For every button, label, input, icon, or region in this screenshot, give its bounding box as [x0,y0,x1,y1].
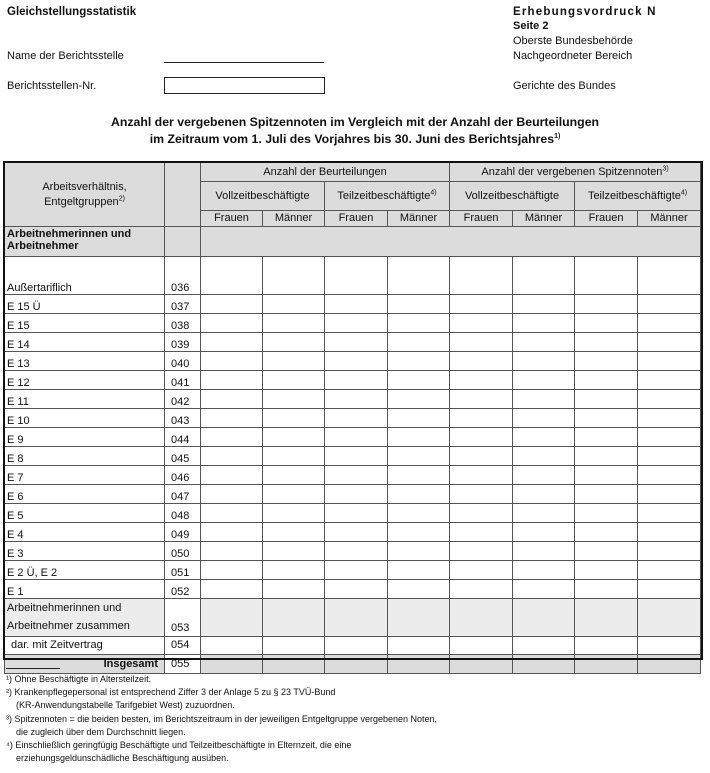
input-cell[interactable] [263,333,325,352]
input-cell[interactable] [325,523,388,542]
input-cell[interactable] [388,561,450,580]
footnote-line: erziehungsgeldunschädliche Beschäftigung ausüben. [6,753,229,764]
input-cell[interactable] [513,599,575,637]
table-row [5,561,701,580]
input-cell[interactable] [575,295,638,314]
footnote-line: ³) Spitzennoten = die beiden besten, im Berichtszeitraum in der jeweiligen Entgeltgruppe vergebenen Noten, [6,713,438,724]
input-cell[interactable] [263,599,325,637]
row-code: 038 [165,314,201,333]
input-cell[interactable] [388,637,450,655]
table-row [5,485,701,504]
footnote-rule [6,668,60,669]
row-code: 050 [165,542,201,561]
input-cell[interactable] [575,542,638,561]
form-title: Gleichstellungsstatistik [7,6,137,18]
input-cell[interactable] [513,447,575,466]
input-cell[interactable] [325,295,388,314]
table-row [5,580,701,599]
input-cell[interactable] [201,295,263,314]
input-cell[interactable] [638,523,701,542]
row-label: E 15 Ü [5,295,165,314]
row-code: 055 [165,655,201,674]
input-cell[interactable] [201,333,263,352]
input-cell[interactable] [201,428,263,447]
col-men: Männer [388,211,450,227]
input-cell[interactable] [263,447,325,466]
grand-total-label: Insgesamt [5,655,165,674]
total-row-label: Arbeitnehmerinnen und Arbeitnehmer zusammen [5,599,165,637]
input-cell[interactable] [325,561,388,580]
subheader-fulltime: Vollzeitbeschäftigte [201,182,325,211]
input-cell[interactable] [513,333,575,352]
corner-header: Arbeitsverhältnis, Entgeltgruppen$^{2)}$ [5,163,165,227]
input-cell[interactable] [638,314,701,333]
row-code: 047 [165,485,201,504]
input-cell[interactable] [388,542,450,561]
footnote-line: die zugleich über dem Durchschnitt liegen. [6,726,186,737]
input-cell[interactable] [201,257,263,295]
table-row [5,390,701,409]
reporting-office-name-field[interactable] [164,62,324,63]
input-cell[interactable] [201,580,263,599]
authority-type-2: Nachgeordneter Bereich [513,50,633,62]
row-label: Außertariflich [5,257,165,295]
col-men: Männer [513,211,575,227]
input-cell[interactable] [450,295,513,314]
row-code: 042 [165,390,201,409]
input-cell[interactable] [450,655,513,674]
input-cell[interactable] [575,428,638,447]
input-cell[interactable] [450,409,513,428]
input-cell[interactable] [201,447,263,466]
input-cell[interactable] [325,390,388,409]
input-cell[interactable] [263,485,325,504]
table-row [5,352,701,371]
input-cell[interactable] [638,561,701,580]
input-cell[interactable] [450,485,513,504]
row-label: E 4 [5,523,165,542]
input-cell[interactable] [201,542,263,561]
input-cell[interactable] [638,580,701,599]
row-label: E 12 [5,371,165,390]
footnote-line: ²) Krankenpflegepersonal ist entsprechend Ziffer 3 der Anlage 5 zu § 23 TVÜ-Bund [6,687,336,698]
row-code: 051 [165,561,201,580]
input-cell[interactable] [638,409,701,428]
row-code: 037 [165,295,201,314]
group-header-assessments: Anzahl der Beurteilungen [201,163,450,182]
reporting-office-name-label: Name der Berichtsstelle [7,50,124,62]
input-cell[interactable] [388,333,450,352]
row-code: 043 [165,409,201,428]
input-cell[interactable] [201,485,263,504]
input-cell[interactable] [638,352,701,371]
input-cell[interactable] [513,485,575,504]
input-cell[interactable] [638,390,701,409]
subheader-parttime: Teilzeitbeschäftigte$^{4)}$ [325,182,450,211]
input-cell[interactable] [638,447,701,466]
input-cell[interactable] [575,637,638,655]
col-women: Frauen [325,211,388,227]
input-cell[interactable] [513,428,575,447]
reporting-office-number-label: Berichtsstellen-Nr. [7,80,97,92]
input-cell[interactable] [325,485,388,504]
row-code: 048 [165,504,201,523]
input-cell[interactable] [388,295,450,314]
row-label: E 8 [5,447,165,466]
input-cell[interactable] [201,371,263,390]
input-cell[interactable] [450,390,513,409]
input-cell[interactable] [513,504,575,523]
input-cell[interactable] [388,485,450,504]
col-men: Männer [638,211,701,227]
input-cell[interactable] [450,599,513,637]
table-row [5,466,701,485]
input-cell[interactable] [575,257,638,295]
input-cell[interactable] [325,655,388,674]
authority-type-3: Gerichte des Bundes [513,80,616,92]
input-cell[interactable] [638,466,701,485]
input-cell[interactable] [325,371,388,390]
row-label: E 2 Ü, E 2 [5,561,165,580]
input-cell[interactable] [575,333,638,352]
input-cell[interactable] [638,295,701,314]
row-label: E 5 [5,504,165,523]
input-cell[interactable] [263,637,325,655]
table-row [5,257,701,295]
input-cell[interactable] [638,257,701,295]
subheader-parttime: Teilzeitbeschäftigte$^{4)}$ [575,182,701,211]
input-cell[interactable] [638,333,701,352]
input-cell[interactable] [513,466,575,485]
code-header [165,163,201,227]
table-row [5,428,701,447]
table-row [5,504,701,523]
table-title-line2: im Zeitraum vom 1. Juli des Vorjahres bis 30. Juni des Berichtsjahres$^{1)}$ [149,132,561,146]
input-cell[interactable] [201,561,263,580]
input-cell[interactable] [388,409,450,428]
input-cell[interactable] [450,637,513,655]
input-cell[interactable] [325,542,388,561]
input-cell[interactable] [388,655,450,674]
input-cell[interactable] [638,485,701,504]
footnote-line: ⁴) Einschließlich geringfügig Beschäftigte und Teilzeitbeschäftigte in Elternzeit, die eine [6,740,352,750]
table-row [5,542,701,561]
input-cell[interactable] [575,485,638,504]
input-cell[interactable] [575,409,638,428]
input-cell[interactable] [513,295,575,314]
input-cell[interactable] [325,409,388,428]
input-cell[interactable] [638,428,701,447]
input-cell[interactable] [263,504,325,523]
contract-row-label: dar. mit Zeitvertrag [5,637,165,655]
input-cell[interactable] [450,257,513,295]
input-cell[interactable] [388,390,450,409]
group-header-top-grades: Anzahl der vergebenen Spitzennoten$^{3)}$ [450,163,701,182]
input-cell[interactable] [201,637,263,655]
input-cell[interactable] [201,352,263,371]
input-cell[interactable] [513,542,575,561]
input-cell[interactable] [388,352,450,371]
table-row [5,314,701,333]
input-cell[interactable] [575,561,638,580]
input-cell[interactable] [638,542,701,561]
row-code: 040 [165,352,201,371]
input-cell[interactable] [325,466,388,485]
input-cell[interactable] [575,655,638,674]
row-label: E 7 [5,466,165,485]
input-cell[interactable] [450,352,513,371]
input-cell[interactable] [575,314,638,333]
row-label: E 15 [5,314,165,333]
input-cell[interactable] [263,314,325,333]
row-code: 052 [165,580,201,599]
input-cell[interactable] [575,523,638,542]
table-row [5,523,701,542]
input-cell[interactable] [450,333,513,352]
row-code: 053 [165,599,201,637]
input-cell[interactable] [575,352,638,371]
input-cell[interactable] [513,314,575,333]
row-code: 049 [165,523,201,542]
input-cell[interactable] [388,447,450,466]
input-cell[interactable] [450,428,513,447]
input-cell[interactable] [263,655,325,674]
col-women: Frauen [201,211,263,227]
input-cell[interactable] [638,655,701,674]
table-row [5,447,701,466]
input-cell[interactable] [201,504,263,523]
input-cell[interactable] [263,409,325,428]
input-cell[interactable] [325,352,388,371]
input-cell[interactable] [638,371,701,390]
row-code: 054 [165,637,201,655]
col-women: Frauen [450,211,513,227]
input-cell[interactable] [263,257,325,295]
input-cell[interactable] [450,561,513,580]
input-cell[interactable] [450,466,513,485]
row-code: 044 [165,428,201,447]
input-cell[interactable] [638,599,701,637]
subheader-fulltime: Vollzeitbeschäftigte [450,182,575,211]
section-title: Arbeitnehmerinnen und Arbeitnehmer [5,227,165,257]
input-cell[interactable] [388,257,450,295]
input-cell[interactable] [325,257,388,295]
input-cell[interactable] [325,637,388,655]
input-cell[interactable] [575,447,638,466]
row-code: 046 [165,466,201,485]
input-cell[interactable] [263,428,325,447]
input-cell[interactable] [575,504,638,523]
input-cell[interactable] [325,599,388,637]
input-cell[interactable] [263,580,325,599]
row-code: 039 [165,333,201,352]
page-label: Seite 2 [513,20,549,32]
input-cell[interactable] [450,523,513,542]
table-row [5,333,701,352]
row-label: E 11 [5,390,165,409]
input-cell[interactable] [575,599,638,637]
row-label: E 10 [5,409,165,428]
input-cell[interactable] [201,466,263,485]
row-label: E 6 [5,485,165,504]
input-cell[interactable] [388,599,450,637]
row-code: 045 [165,447,201,466]
table-row [5,295,701,314]
input-cell[interactable] [388,314,450,333]
input-cell[interactable] [450,314,513,333]
input-cell[interactable] [450,542,513,561]
form-code: Erhebungsvordruck N [513,6,657,18]
input-cell[interactable] [325,580,388,599]
input-cell[interactable] [201,655,263,674]
row-label: E 1 [5,580,165,599]
input-cell[interactable] [263,466,325,485]
input-cell[interactable] [263,561,325,580]
input-cell[interactable] [513,561,575,580]
input-cell[interactable] [450,447,513,466]
col-men: Männer [263,211,325,227]
input-cell[interactable] [263,390,325,409]
reporting-office-number-field[interactable] [164,77,325,94]
input-cell[interactable] [388,504,450,523]
input-cell[interactable] [388,428,450,447]
input-cell[interactable] [388,580,450,599]
input-cell[interactable] [513,637,575,655]
row-label: E 3 [5,542,165,561]
col-women: Frauen [575,211,638,227]
footnote-line: (KR-Anwendungstabelle Tarifgebiet West) zuzuordnen. [6,700,235,711]
input-cell[interactable] [325,504,388,523]
input-cell[interactable] [388,523,450,542]
input-cell[interactable] [513,352,575,371]
input-cell[interactable] [263,295,325,314]
input-cell[interactable] [513,655,575,674]
input-cell[interactable] [513,371,575,390]
input-cell[interactable] [201,599,263,637]
input-cell[interactable] [575,371,638,390]
input-cell[interactable] [325,447,388,466]
table-row [5,409,701,428]
table-row [5,371,701,390]
row-code: 036 [165,257,201,295]
input-cell[interactable] [201,390,263,409]
input-cell[interactable] [201,314,263,333]
input-cell[interactable] [638,504,701,523]
input-cell[interactable] [325,428,388,447]
input-cell[interactable] [263,542,325,561]
input-cell[interactable] [450,504,513,523]
input-cell[interactable] [450,580,513,599]
input-cell[interactable] [201,523,263,542]
input-cell[interactable] [513,580,575,599]
input-cell[interactable] [513,390,575,409]
statistics-table [4,162,701,674]
row-label: E 9 [5,428,165,447]
input-cell[interactable] [263,352,325,371]
input-cell[interactable] [513,409,575,428]
input-cell[interactable] [201,409,263,428]
input-cell[interactable] [388,371,450,390]
input-cell[interactable] [575,580,638,599]
input-cell[interactable] [263,371,325,390]
input-cell[interactable] [263,523,325,542]
input-cell[interactable] [638,637,701,655]
input-cell[interactable] [325,314,388,333]
row-label: E 14 [5,333,165,352]
input-cell[interactable] [575,466,638,485]
row-code: 041 [165,371,201,390]
input-cell[interactable] [513,523,575,542]
input-cell[interactable] [575,390,638,409]
input-cell[interactable] [513,257,575,295]
table-title-line1: Anzahl der vergebenen Spitzennoten im Vergleich mit der Anzahl der Beurteilungen [110,115,600,129]
row-label: E 13 [5,352,165,371]
input-cell[interactable] [325,333,388,352]
input-cell[interactable] [450,371,513,390]
authority-type-1: Oberste Bundesbehörde [513,35,633,47]
input-cell[interactable] [388,466,450,485]
footnote-line: ¹) Ohne Beschäftigte in Altersteilzeit. [6,674,152,684]
